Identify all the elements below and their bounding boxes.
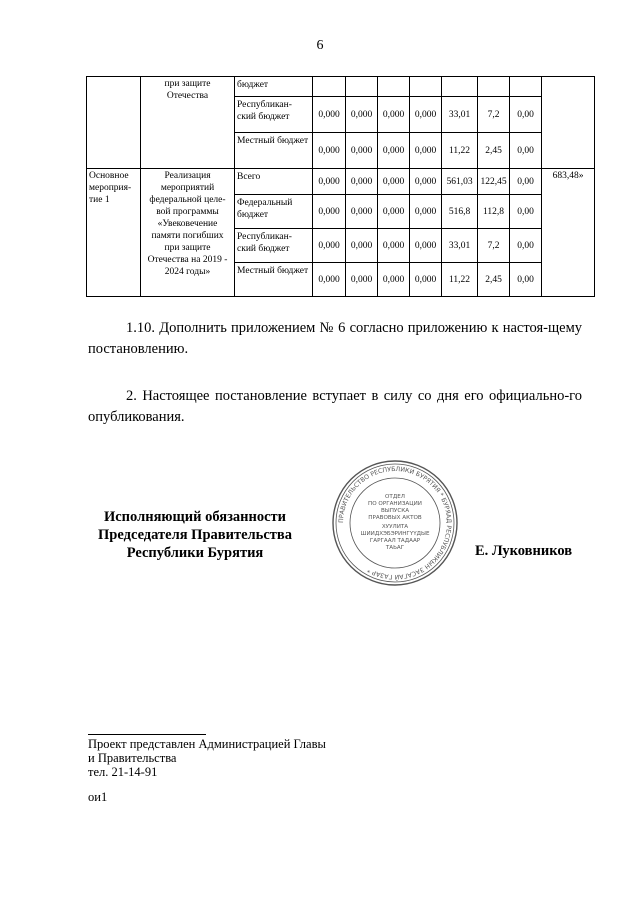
table-cell: Местный бюджет [235, 263, 313, 297]
table-cell: при защите Отечества [141, 77, 235, 169]
table-cell: 0,00 [510, 97, 542, 133]
table-cell: 11,22 [442, 263, 478, 297]
signatory-name: Е. Луковников [475, 543, 573, 559]
table-cell: 0,00 [510, 133, 542, 169]
table-cell: Реализация мероприятий федеральной целе-вой программы «Увековечение памяти погибших при защите Отечества на 2019 - 2024 годы» [141, 169, 235, 297]
table-cell: 33,01 [442, 229, 478, 263]
table-cell [313, 77, 346, 97]
table-cell: Основное мероприя-тие 1 [87, 169, 141, 297]
table-cell: 0,000 [410, 97, 442, 133]
table-cell [478, 77, 510, 97]
table-cell: 0,000 [410, 169, 442, 195]
table-cell: 683,48» [542, 169, 595, 297]
signatory-title [60, 508, 330, 562]
table-cell: 0,000 [313, 195, 346, 229]
table-cell: 0,000 [346, 133, 378, 169]
table-cell: 0,000 [346, 195, 378, 229]
table-cell [542, 77, 595, 169]
seal-text: ОТДЕЛ [385, 494, 405, 500]
table-cell: бюджет [235, 77, 313, 97]
table-cell: 0,000 [346, 229, 378, 263]
table-cell: 0,000 [410, 263, 442, 297]
seal-text: ХУУЛИТА [381, 524, 409, 530]
table-cell: 0,00 [510, 263, 542, 297]
table-cell: 0,000 [378, 229, 410, 263]
table-cell: 7,2 [478, 229, 510, 263]
table-cell: 11,22 [442, 133, 478, 169]
seal-text: ТАЬАГ [385, 545, 405, 551]
table-cell: 0,00 [510, 169, 542, 195]
table-cell: 0,000 [313, 229, 346, 263]
signatory-title-line: Председателя Правительства [98, 527, 292, 543]
table-cell: 0,000 [378, 263, 410, 297]
table-cell: 0,000 [346, 97, 378, 133]
seal-text: ВЫПУСКА [380, 508, 410, 514]
table-cell: Федеральный бюджет [235, 195, 313, 229]
table-cell: 0,000 [313, 169, 346, 195]
paragraph-effective-date-text: 2. Настоящее постановление вступает в силу со дня его официально-го опубликования. [88, 388, 582, 425]
budget-table [86, 76, 595, 297]
table-cell: 122,45 [478, 169, 510, 195]
table-cell: 112,8 [478, 195, 510, 229]
paragraph-amendment-text: 1.10. Дополнить приложением № 6 согласно приложению к настоя-щему постановлению. [88, 320, 582, 357]
footnote-line: Проект представлен Администрацией Главы [88, 737, 326, 751]
seal-ring-text: ПРАВИТЕЛЬСТВО РЕСПУБЛИКИ БУРЯТИЯ * БУРЯАД РЕСПУБЛИКЫН ЗАСАГАЙ ГАЗАР * [337, 465, 453, 581]
seal-text: ПРАВОВЫХ АКТОВ [368, 515, 422, 521]
table-cell: 0,000 [378, 133, 410, 169]
table-cell: 0,000 [313, 97, 346, 133]
table-cell [378, 77, 410, 97]
table-cell: 0,000 [410, 229, 442, 263]
table-cell [346, 77, 378, 97]
document-code: ои1 [88, 790, 108, 804]
table-cell: 2,45 [478, 263, 510, 297]
table-row [87, 77, 595, 97]
table-cell: 7,2 [478, 97, 510, 133]
table-cell: 0,000 [313, 263, 346, 297]
footnote-line: и Правительства [88, 751, 177, 765]
table-cell: 0,000 [378, 169, 410, 195]
table-cell: Республикан-ский бюджет [235, 97, 313, 133]
seal-text: ПО ОРГАНИЗАЦИИ [368, 501, 422, 507]
page-number: 6 [316, 38, 324, 53]
seal-text: ГАРГААЛ ТАДААР [369, 538, 421, 544]
footnote-divider [88, 734, 206, 735]
table-cell: 0,000 [410, 195, 442, 229]
table-cell: 0,000 [378, 195, 410, 229]
table-cell: 2,45 [478, 133, 510, 169]
table-cell [442, 77, 478, 97]
table-cell: 33,01 [442, 97, 478, 133]
table-row [87, 169, 595, 195]
table-cell: Местный бюджет [235, 133, 313, 169]
table-cell [510, 77, 542, 97]
table-cell: 0,00 [510, 229, 542, 263]
seal-text: ШИИДХЭБЭРИНГҮҮДЫЕ [360, 531, 430, 537]
official-seal [330, 458, 460, 588]
table-cell [87, 77, 141, 169]
footnote [88, 737, 326, 779]
table-cell: 0,000 [346, 169, 378, 195]
signatory-title-line: Исполняющий обязанности [103, 509, 287, 525]
table-cell: Всего [235, 169, 313, 195]
table-cell: 0,000 [346, 263, 378, 297]
table-cell [410, 77, 442, 97]
table-cell: 0,00 [510, 195, 542, 229]
paragraph-effective-date [88, 386, 582, 428]
signatory-title-line: Республики Бурятия [126, 545, 264, 561]
table-cell: 0,000 [378, 97, 410, 133]
paragraph-amendment [88, 318, 582, 360]
table-cell: 516,8 [442, 195, 478, 229]
table-cell: 0,000 [410, 133, 442, 169]
table-cell: 0,000 [313, 133, 346, 169]
footnote-line: тел. 21-14-91 [88, 765, 158, 779]
table-cell: Республикан-ский бюджет [235, 229, 313, 263]
table-cell: 561,03 [442, 169, 478, 195]
